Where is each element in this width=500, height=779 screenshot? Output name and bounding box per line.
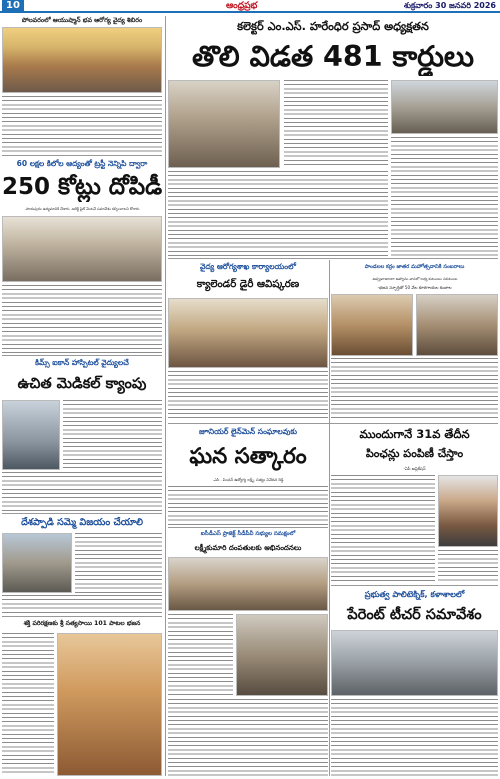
rule-left-2 bbox=[2, 355, 162, 356]
article-medical-camp-kicker: కిమ్స్ ఐకాన్ హాస్పిటల్ వైద్యులచే bbox=[35, 358, 129, 367]
photo-pandala-a bbox=[331, 294, 413, 356]
rule-center-right bbox=[329, 260, 330, 776]
column-divider-left bbox=[165, 16, 166, 776]
lead-body-col3 bbox=[391, 137, 498, 257]
article-ptm-body bbox=[331, 699, 498, 776]
article-calendar-body bbox=[168, 371, 328, 421]
article-ptm-kicker: ప్రభుత్వ పాలిటెక్నిక్, కళాశాలలో bbox=[364, 589, 465, 599]
article-pandala-sub2: -భజన స్ఫూర్తితో 50 వేల కూరగాయల కంబాల bbox=[377, 285, 452, 290]
photo-protest bbox=[2, 533, 72, 593]
article-medical-camp-body-b bbox=[2, 472, 162, 512]
article-pension-byline: -ఏపీ అప్లికేషన్ bbox=[403, 466, 426, 471]
article-pension-body bbox=[331, 475, 435, 583]
article-pension-kicker: ముందుగానే 31వ తేదీన bbox=[359, 427, 470, 441]
photo-health-camp-group bbox=[2, 27, 162, 93]
lead-headline: తొలి విడత 481 కార్డులు bbox=[191, 40, 475, 73]
photo-pandala-b bbox=[416, 294, 498, 356]
article-donation-caption: -సాయపురం ఉద్యమానికి చేశారు -ఆరెక్టీ ఫైల్ వెంటనే సమావేశం కల్పించాలని కోరారు bbox=[24, 207, 140, 211]
article-calendar-headline: క్యాలెండర్ డైరీ ఆవిష్కరణ bbox=[196, 279, 300, 290]
article-polavaram-headline: పోలవరంలో ఆయుష్మాన్ భవ ఆరోగ్య వైద్య శిబిరం bbox=[21, 17, 143, 24]
article-shakti-headline: శక్తి పరిరక్షణకు శ్రీ సత్యసాయి 101 పాటల భజన bbox=[23, 620, 141, 627]
article-lakshmi-body-b bbox=[168, 699, 328, 776]
page-number: 10 bbox=[2, 0, 24, 12]
newspaper-logo: ఆంధ్రప్రభ bbox=[226, 1, 258, 11]
rule-mid-right bbox=[168, 423, 498, 424]
article-lakshmi-body-a bbox=[168, 614, 233, 696]
article-shakti-body bbox=[2, 633, 54, 776]
article-donation-body bbox=[2, 285, 162, 355]
photo-lead-collector bbox=[168, 80, 280, 168]
article-polavaram-body bbox=[2, 96, 162, 154]
rule-below-lead bbox=[168, 258, 498, 259]
photo-lakshmi-couple bbox=[168, 557, 328, 611]
rule-left-3 bbox=[2, 513, 162, 514]
article-lineman-caption: -ఎసి . పింఛన్ ఉద్యోగ్య లక్ష్మీ, సత్యం నివేదన రెడ్డి bbox=[212, 477, 284, 482]
article-medical-camp-headline: ఉచిత మెడికల్ క్యాంపు bbox=[17, 376, 147, 392]
article-pension-headline: పింఛన్లు పంపిణీ చేస్తాం bbox=[365, 447, 464, 460]
article-medical-camp-body-a bbox=[63, 400, 162, 470]
article-lineman-body bbox=[168, 486, 328, 526]
photo-donation-event bbox=[2, 216, 162, 282]
photo-bhajan-group bbox=[57, 633, 162, 776]
article-deshmukh-body-b bbox=[2, 595, 162, 615]
rule-above-lakshmi bbox=[168, 527, 328, 528]
article-lineman-headline: ఘన సత్కారం bbox=[189, 444, 307, 469]
photo-lead-officials bbox=[391, 80, 498, 134]
lead-body-bottom bbox=[168, 171, 388, 257]
article-calendar-kicker: వైద్య ఆరోగ్యశాఖ కార్యాలయంలో bbox=[200, 262, 296, 271]
article-donation-headline: 250 కోట్లు దోపిడీ bbox=[2, 174, 162, 200]
article-lakshmi-kicker: ఐసీడీఎస్ ప్రాజెక్ట్ సీడీపీవీ సభ్యుల సమక్షంలో bbox=[200, 531, 296, 537]
article-lineman-kicker: జూనియర్ లైన్‌మెన్ సంఘాలవుకు bbox=[199, 427, 297, 436]
article-pension-body-b bbox=[438, 550, 498, 583]
rule-above-ptm bbox=[331, 585, 498, 586]
photo-pension-official bbox=[438, 475, 498, 547]
article-deshmukh-body bbox=[75, 533, 162, 593]
rule-left-4 bbox=[2, 616, 162, 617]
lead-body-col1 bbox=[284, 80, 388, 168]
rule-left-1 bbox=[2, 155, 162, 156]
article-pandala-body bbox=[331, 358, 498, 421]
photo-ptm-audience bbox=[331, 630, 498, 696]
article-lakshmi-headline: లక్ష్మీకుమారి దంపతులకు అభినందనలు bbox=[194, 543, 302, 552]
article-ptm-headline: పేరెంట్ టీచర్ సమావేశం bbox=[347, 607, 482, 623]
photo-lakshmi-group bbox=[236, 614, 328, 696]
article-deshmukh-headline: దేశప్పాడి సమ్మె విజయం చేయాలి bbox=[21, 517, 143, 528]
article-donation-kicker: 60 లక్షల కిలోల ఆద్యంతో ట్రస్టీ నెన్నిపి ద్వారా bbox=[16, 159, 148, 168]
article-pandala-headline: పాండలల కర్రం జాతర మహోత్సవానికి సంబరాలు bbox=[364, 264, 465, 270]
issue-date: శుక్రవారం 30 జనవరి 2026 bbox=[403, 1, 496, 10]
photo-calendar-release bbox=[168, 298, 328, 368]
masthead bbox=[0, 0, 500, 13]
article-pandala-sub1: -ఆస్ప్రవాడాలలా ఆహ్వానం వానలో లభ్య కుటుంబం సకుటుంబ bbox=[371, 277, 458, 281]
lead-kicker: కలెక్టర్ ఎం.ఎస్. హరేంధిర ప్రసాద్ అధ్యక్షతన bbox=[237, 20, 429, 33]
photo-medical-camp bbox=[2, 400, 60, 470]
